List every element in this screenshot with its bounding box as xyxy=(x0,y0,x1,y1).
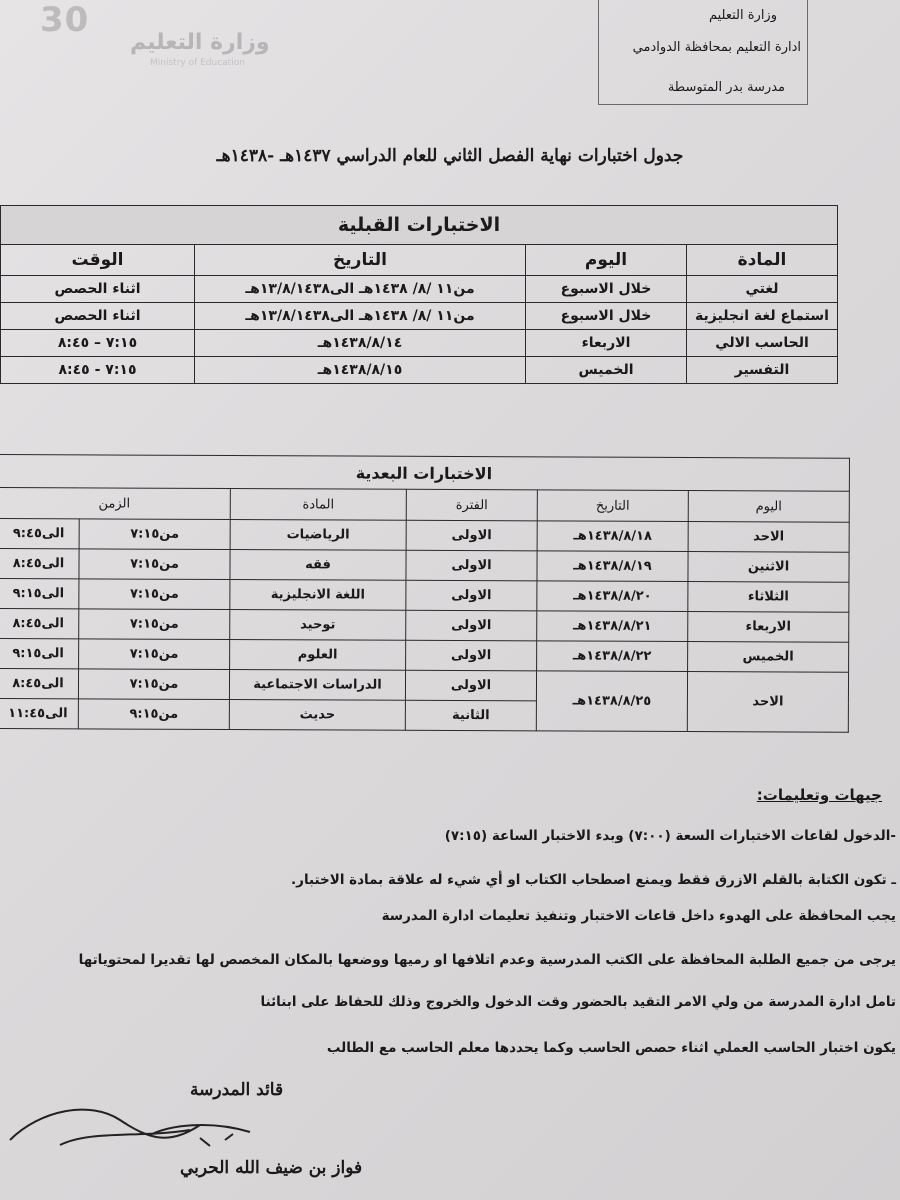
post-cell-period: الاولى xyxy=(406,640,537,671)
post-cell-date: ١٤٣٨/٨/٢٠هـ xyxy=(537,581,688,612)
instruction-item: تامل ادارة المدرسة من ولي الامر التقيد بالحضور وقت الدخول والخروج وذلك للحفاظ على ابنائنا xyxy=(260,994,896,1010)
pre-cell-day: خلال الاسبوع xyxy=(526,276,687,303)
table-row xyxy=(0,639,849,673)
pre-header-date: التاريخ xyxy=(195,245,526,276)
letterhead-department: ادارة التعليم بمحافظة الدوادمي xyxy=(632,40,801,55)
pre-cell-day: الاربعاء xyxy=(526,330,687,357)
post-cell-day: الاثنين xyxy=(688,552,849,583)
pre-header-time: الوقت xyxy=(1,245,195,276)
table-row xyxy=(0,519,849,553)
pre-cell-subject: استماع لغة انجليزية xyxy=(687,303,838,330)
post-cell-date: ١٤٣٨/٨/٢٢هـ xyxy=(537,641,688,672)
table-row xyxy=(0,579,849,613)
post-cell-to: الى٨:٤٥ xyxy=(0,549,79,579)
pre-cell-subject: لغتي xyxy=(687,276,838,303)
post-cell-subject: الرياضيات xyxy=(230,520,406,551)
pre-cell-day: خلال الاسبوع xyxy=(526,303,687,330)
post-cell-from: من٧:١٥ xyxy=(79,519,230,550)
post-header-period: الفترة xyxy=(406,489,537,521)
post-cell-to: الى٩:٤٥ xyxy=(0,519,79,549)
post-cell-period: الاولى xyxy=(405,670,536,701)
pre-cell-subject: الحاسب الالي xyxy=(687,330,838,357)
table-row xyxy=(0,669,849,703)
post-cell-subject: اللغة الانجليزية xyxy=(230,580,406,611)
pre-cell-time: ٧:١٥ - ٨:٤٥ xyxy=(1,357,195,384)
post-cell-from: من٧:١٥ xyxy=(79,639,230,670)
post-cell-day: الاربعاء xyxy=(688,612,849,643)
post-exams-caption: الاختبارات البعدية xyxy=(0,455,849,492)
table-row xyxy=(1,330,838,357)
post-cell-to: الى٩:١٥ xyxy=(0,579,79,609)
signature-title: قائد المدرسة xyxy=(190,1080,284,1100)
instruction-item: يجب المحافظة على الهدوء داخل قاعات الاختبار وتنفيذ تعليمات ادارة المدرسة xyxy=(381,908,896,924)
pre-cell-date: ١٤٣٨/٨/١٥هـ xyxy=(195,357,526,384)
pre-cell-time: اثناء الحصص xyxy=(1,303,195,330)
pre-cell-time: اثناء الحصص xyxy=(1,276,195,303)
signature-block xyxy=(60,1080,400,1190)
instructions-title: جيهات وتعليمات: xyxy=(756,786,882,804)
post-cell-period: الاولى xyxy=(406,550,537,581)
post-cell-from: من٧:١٥ xyxy=(79,609,230,640)
post-header-day: اليوم xyxy=(688,491,849,523)
ministry-logo xyxy=(0,0,300,80)
post-cell-from: من٩:١٥ xyxy=(78,699,229,730)
post-cell-day: الاحد xyxy=(687,672,848,733)
pre-header-subject: المادة xyxy=(687,245,838,276)
table-row xyxy=(1,357,838,384)
post-cell-to: الى٨:٤٥ xyxy=(0,609,79,639)
instruction-item: يرجى من جميع الطلبة المحافظة على الكتب المدرسية وعدم اتلافها او رميها ووضعها بالمكان المخصص لها تقديرا لمحتوياتها xyxy=(78,952,896,968)
table-row xyxy=(0,609,849,643)
table-row xyxy=(1,276,838,303)
post-cell-date: ١٤٣٨/٨/٢١هـ xyxy=(537,611,688,642)
post-cell-period: الاولى xyxy=(406,610,537,641)
ministry-tagline: Ministry of Education xyxy=(150,58,245,68)
pre-cell-subject: التفسير xyxy=(687,357,838,384)
post-header-subject: المادة xyxy=(230,489,406,521)
table-row xyxy=(0,549,849,583)
pre-cell-time: ٧:١٥ – ٨:٤٥ xyxy=(1,330,195,357)
post-cell-period: الثانية xyxy=(405,700,536,731)
pre-exams-caption: الاختبارات القبلية xyxy=(1,206,838,245)
vision-2030-mark: 30 xyxy=(40,0,90,40)
post-exams-table xyxy=(0,454,850,733)
post-cell-day: الثلاثاء xyxy=(688,582,849,613)
post-cell-from: من٧:١٥ xyxy=(79,549,230,580)
post-cell-from: من٧:١٥ xyxy=(79,579,230,610)
post-cell-from: من٧:١٥ xyxy=(78,669,229,700)
pre-cell-day: الخميس xyxy=(526,357,687,384)
instruction-item: يكون اختبار الحاسب العملي اثناء حصص الحاسب وكما يحددها معلم الحاسب مع الطالب xyxy=(326,1040,896,1056)
post-cell-date: ١٤٣٨/٨/١٨هـ xyxy=(537,521,688,552)
post-cell-subject: توحيد xyxy=(230,610,406,641)
instruction-item: ـ تكون الكتابة بالقلم الازرق فقط ويمنع اصطحاب الكتاب او أي شيء له علاقة بمادة الاختبار. xyxy=(291,872,896,888)
post-cell-day: الاحد xyxy=(688,522,849,553)
post-header-date: التاريخ xyxy=(537,490,688,522)
post-cell-subject: فقه xyxy=(230,550,406,581)
post-cell-period: الاولى xyxy=(406,580,537,611)
post-cell-subject: حديث xyxy=(229,700,405,731)
post-cell-day: الخميس xyxy=(688,642,849,673)
pre-header-day: اليوم xyxy=(526,245,687,276)
letterhead-school: مدرسة بدر المتوسطة xyxy=(667,80,785,95)
pre-exams-table xyxy=(0,205,838,384)
post-cell-period: الاولى xyxy=(406,520,537,551)
ministry-name-logo: وزارة التعليم xyxy=(130,30,270,55)
post-cell-to: الى١١:٤٥ xyxy=(0,698,78,728)
post-cell-date: ١٤٣٨/٨/١٩هـ xyxy=(537,551,688,582)
post-header-time: الزمن xyxy=(0,488,230,520)
table-row xyxy=(1,303,838,330)
post-cell-subject: العلوم xyxy=(230,640,406,671)
principal-name: فواز بن ضيف الله الحربي xyxy=(180,1158,363,1178)
document-title: جدول اختبارات نهاية الفصل الثاني للعام الدراسي ١٤٣٧هـ -١٤٣٨هـ xyxy=(216,146,684,166)
pre-cell-date: من١١ /٨/ ١٤٣٨هـ الى١٣/٨/١٤٣٨هـ xyxy=(195,303,526,330)
instruction-item: -الدخول لقاعات الاختبارات السعة (٧:٠٠) وبدء الاختبار الساعة (٧:١٥) xyxy=(444,828,896,844)
post-cell-date: ١٤٣٨/٨/٢٥هـ xyxy=(536,671,687,732)
post-cell-to: الى٩:١٥ xyxy=(0,639,79,669)
pre-cell-date: ١٤٣٨/٨/١٤هـ xyxy=(195,330,526,357)
post-cell-to: الى٨:٤٥ xyxy=(0,669,79,699)
letterhead-ministry: وزارة التعليم xyxy=(708,8,777,23)
letterhead-box xyxy=(598,0,808,105)
post-cell-subject: الدراسات الاجتماعية xyxy=(229,670,405,701)
pre-cell-date: من١١ /٨/ ١٤٣٨هـ الى١٣/٨/١٤٣٨هـ xyxy=(195,276,526,303)
